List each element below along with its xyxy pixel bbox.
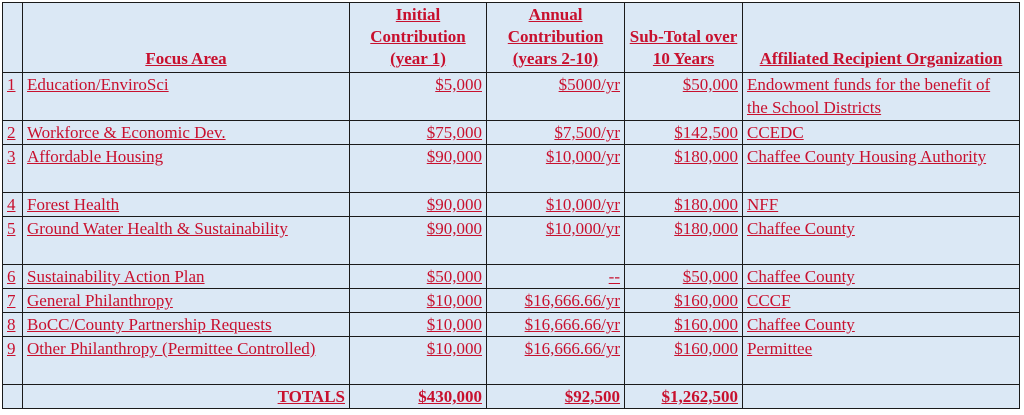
subtotal-cell: $180,000	[625, 193, 743, 217]
totals-annual: $92,500	[487, 385, 625, 409]
table-row	[3, 121, 1020, 145]
annual-cell: $10,000/yr	[487, 145, 625, 193]
row-number: 6	[3, 265, 23, 289]
annual-cell: --	[487, 265, 625, 289]
totals-row	[3, 385, 1020, 409]
annual-cell: $16,666.66/yr	[487, 313, 625, 337]
recipient-cell: Permittee	[743, 337, 1020, 385]
subtotal-cell: $50,000	[625, 265, 743, 289]
row-number: 4	[3, 193, 23, 217]
initial-cell: $10,000	[350, 289, 487, 313]
focus-area-cell: Ground Water Health & Sustainability	[23, 217, 350, 265]
recipient-cell: CCCF	[743, 289, 1020, 313]
subtotal-cell: $160,000	[625, 289, 743, 313]
header-focus-area: Focus Area	[23, 3, 350, 73]
subtotal-cell: $160,000	[625, 337, 743, 385]
initial-cell: $10,000	[350, 313, 487, 337]
header-index	[3, 3, 23, 73]
focus-area-cell: Education/EnviroSci	[23, 73, 350, 121]
initial-cell: $90,000	[350, 193, 487, 217]
table-row	[3, 265, 1020, 289]
header-initial-contribution: Initial Contribution (year 1)	[350, 3, 487, 73]
annual-cell: $5000/yr	[487, 73, 625, 121]
row-number: 5	[3, 217, 23, 265]
table-row	[3, 145, 1020, 193]
focus-area-cell: Affordable Housing	[23, 145, 350, 193]
table-row	[3, 73, 1020, 121]
totals-recipient	[743, 385, 1020, 409]
recipient-cell: NFF	[743, 193, 1020, 217]
row-number: 2	[3, 121, 23, 145]
annual-cell: $10,000/yr	[487, 193, 625, 217]
row-number: 7	[3, 289, 23, 313]
table-row	[3, 217, 1020, 265]
subtotal-cell: $180,000	[625, 145, 743, 193]
recipient-cell: Chaffee County	[743, 265, 1020, 289]
subtotal-cell: $180,000	[625, 217, 743, 265]
annual-cell: $16,666.66/yr	[487, 337, 625, 385]
focus-area-cell: General Philanthropy	[23, 289, 350, 313]
recipient-cell: Chaffee County	[743, 313, 1020, 337]
initial-cell: $90,000	[350, 145, 487, 193]
recipient-cell: CCEDC	[743, 121, 1020, 145]
initial-cell: $50,000	[350, 265, 487, 289]
totals-index	[3, 385, 23, 409]
totals-subtotal: $1,262,500	[625, 385, 743, 409]
initial-cell: $90,000	[350, 217, 487, 265]
recipient-cell: Endowment funds for the benefit of the School Districts	[743, 73, 1020, 121]
annual-cell: $7,500/yr	[487, 121, 625, 145]
header-recipient: Affiliated Recipient Organization	[743, 3, 1020, 73]
row-number: 3	[3, 145, 23, 193]
table-row	[3, 193, 1020, 217]
focus-area-cell: Forest Health	[23, 193, 350, 217]
header-annual-contribution: Annual Contribution (years 2-10)	[487, 3, 625, 73]
row-number: 9	[3, 337, 23, 385]
table-row	[3, 313, 1020, 337]
recipient-cell: Chaffee County Housing Authority	[743, 145, 1020, 193]
initial-cell: $10,000	[350, 337, 487, 385]
focus-area-cell: Sustainability Action Plan	[23, 265, 350, 289]
annual-cell: $16,666.66/yr	[487, 289, 625, 313]
annual-cell: $10,000/yr	[487, 217, 625, 265]
totals-initial: $430,000	[350, 385, 487, 409]
focus-area-cell: BoCC/County Partnership Requests	[23, 313, 350, 337]
subtotal-cell: $142,500	[625, 121, 743, 145]
recipient-cell: Chaffee County	[743, 217, 1020, 265]
row-number: 1	[3, 73, 23, 121]
totals-label: TOTALS	[23, 385, 350, 409]
header-subtotal: Sub-Total over 10 Years	[625, 3, 743, 73]
subtotal-cell: $50,000	[625, 73, 743, 121]
table-row	[3, 289, 1020, 313]
initial-cell: $75,000	[350, 121, 487, 145]
header-row	[3, 3, 1020, 73]
funding-table	[2, 2, 1020, 409]
table-row	[3, 337, 1020, 385]
subtotal-cell: $160,000	[625, 313, 743, 337]
row-number: 8	[3, 313, 23, 337]
focus-area-cell: Other Philanthropy (Permittee Controlled)	[23, 337, 350, 385]
initial-cell: $5,000	[350, 73, 487, 121]
focus-area-cell: Workforce & Economic Dev.	[23, 121, 350, 145]
